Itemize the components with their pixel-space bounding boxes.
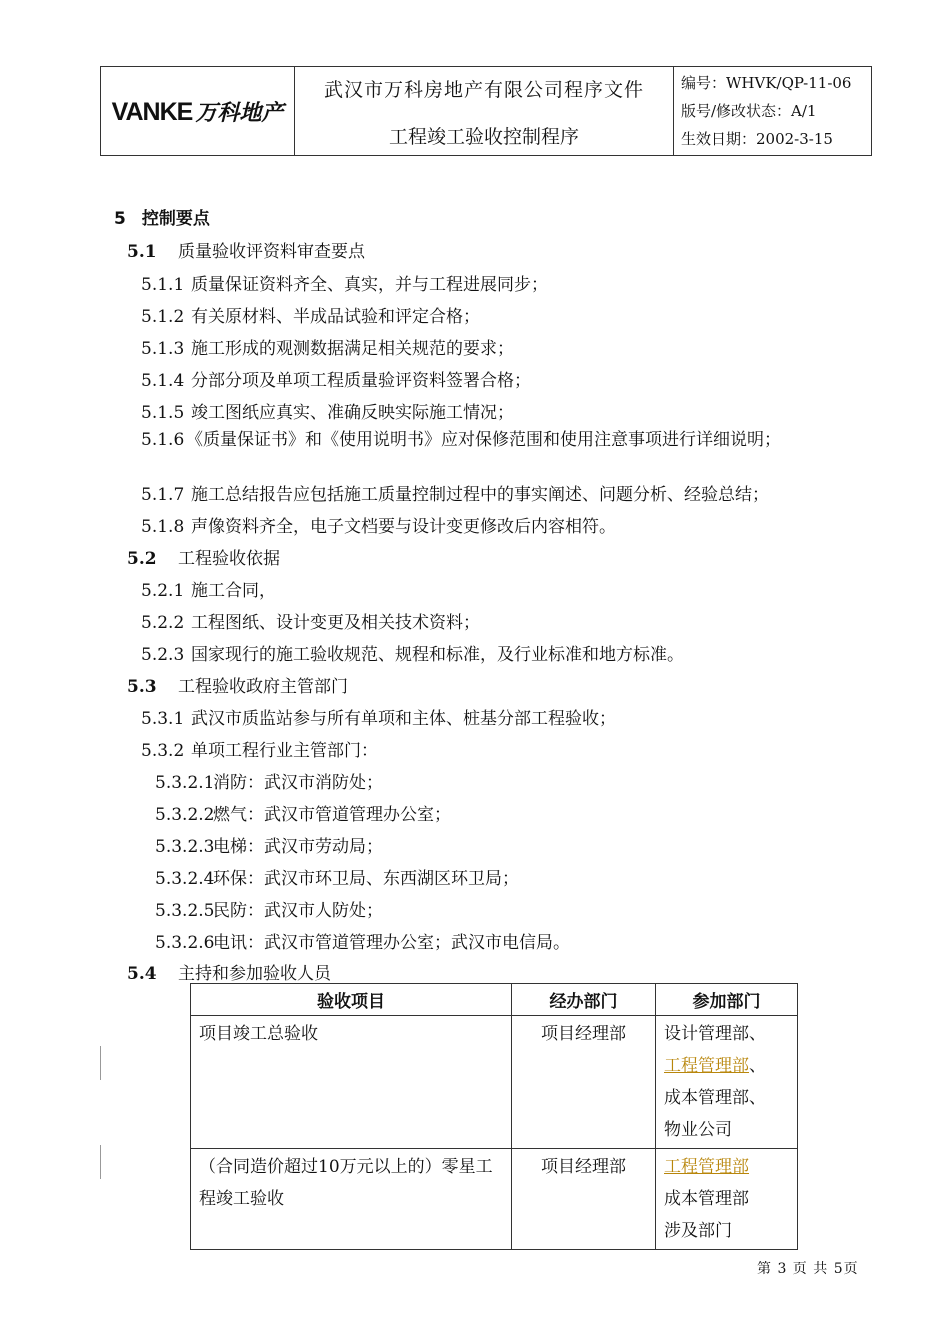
section-title: 控制要点 [141,209,210,229]
participant-line [664,1151,789,1183]
list-item [141,334,514,359]
table-row [191,1149,798,1250]
separator: 、 [749,1056,766,1076]
procedure-title: 工程竣工验收控制程序 [388,126,579,148]
list-item [141,425,781,450]
item-text: 电梯：武汉市劳动局； [213,837,383,857]
item-text: 分部分项及单项工程质量验评资料签署合格； [191,371,531,391]
list-item [141,302,480,327]
document-header [100,66,872,156]
doc-date: 生效日期：2002-3-15 [681,130,833,148]
list-item [141,512,616,537]
item-number: 5.1.2 [141,307,185,327]
subsection-title: 工程验收政府主管部门 [178,677,348,697]
logo-en: VANKE [111,97,193,126]
item-text: 国家现行的施工验收规范、规程和标准，及行业标准和地方标准。 [191,645,684,665]
item-text: 单项工程行业主管部门： [191,741,378,761]
meta-cell [674,67,872,156]
item-number: 5.3.2.5 [155,901,215,921]
item-text: 工程图纸、设计变更及相关技术资料； [191,613,480,633]
section-number: 5 [114,209,126,229]
item-text: 武汉市质监站参与所有单项和主体、桩基分部工程验收； [191,709,616,729]
item-text: 施工合同， [191,581,276,601]
item-text: 施工形成的观测数据满足相关规范的要求； [191,339,514,359]
subsection-number: 5.1 [127,242,157,262]
item-number: 5.3.2.2 [155,805,215,825]
subsection-number: 5.4 [127,964,157,984]
participants-cell [656,1149,798,1250]
sub-list-item [155,864,519,889]
item-text: 质量保证资料齐全、真实，并与工程进展同步； [191,275,548,295]
item-number: 5.1.8 [141,517,185,537]
item-number: 5.3.2.1 [155,773,215,793]
doc-code: 编号：WHVK/QP-11-06 [681,74,852,92]
item-number: 5.3.2.4 [155,869,215,889]
sub-list-item [155,832,383,857]
list-item [141,608,480,633]
item-number: 5.2.3 [141,645,185,665]
sub-list-item [155,768,383,793]
subsection-heading [127,672,348,697]
sub-list-item [155,896,383,921]
item-number: 5.1.3 [141,339,185,359]
item-number: 5.1.4 [141,371,185,391]
subsection-heading [127,237,365,262]
participant: 涉及部门 [664,1221,732,1241]
list-item [141,576,276,601]
item-number: 5.3.2.6 [155,933,215,953]
item-text: 施工总结报告应包括施工质量控制过程中的事实阐述、问题分析、经验总结； [191,485,769,505]
section-heading [114,204,210,229]
list-item [141,270,548,295]
sub-list-item [155,800,451,825]
participant: 成本管理部、 [664,1088,766,1108]
dept-cell: 项目经理部 [512,1016,656,1149]
item-number: 5.1.6 [141,430,185,450]
item-number: 5.3.2 [141,741,185,761]
acceptance-table [190,983,798,1250]
list-item [141,736,378,761]
list-item [141,398,514,423]
company-name: 武汉市万科房地产有限公司程序文件 [323,79,644,101]
logo-cn: 万科地产 [195,99,284,125]
item-number: 5.3.2.3 [155,837,215,857]
list-item [141,640,684,665]
participant: 成本管理部 [664,1189,749,1209]
list-item [141,366,531,391]
sub-list-item [155,928,570,953]
column-header: 参加部门 [656,984,798,1016]
item-text: 有关原材料、半成品试验和评定合格； [191,307,480,327]
vanke-logo [112,96,284,127]
item-text: 消防：武汉市消防处； [213,773,383,793]
page-footer: 第 3 页 共 5页 [757,1261,859,1277]
item-number: 5.2.1 [141,581,185,601]
item-text: 声像资料齐全，电子文档要与设计变更修改后内容相符。 [191,517,616,537]
subsection-heading [127,544,280,569]
item-text: 《质量保证书》和《使用说明书》应对保修范围和使用注意事项进行详细说明； [186,430,781,450]
subsection-title: 主持和参加验收人员 [178,964,331,984]
participant: 物业公司 [664,1120,732,1140]
participant-link[interactable]: 工程管理部 [664,1056,749,1076]
subsection-number: 5.3 [127,677,157,697]
item-cell: （合同造价超过10万元以上的）零星工程竣工验收 [191,1149,512,1250]
subsection-number: 5.2 [127,549,157,569]
logo-cell [101,67,295,156]
doc-version: 版号/修改状态：A/1 [681,102,817,120]
item-number: 5.3.1 [141,709,185,729]
table-row [191,1016,798,1149]
item-number: 5.2.2 [141,613,185,633]
revision-bar [100,1145,101,1179]
item-text: 环保：武汉市环卫局、东西湖区环卫局； [213,869,519,889]
subsection-heading [127,959,331,984]
participant-line [664,1050,789,1082]
item-text: 燃气：武汉市管道管理办公室； [213,805,451,825]
subsection-title: 工程验收依据 [178,549,280,569]
title-cell [295,67,674,156]
subsection-title: 质量验收评资料审查要点 [178,242,365,262]
item-cell: 项目竣工总验收 [191,1016,512,1149]
item-text: 竣工图纸应真实、准确反映实际施工情况； [191,403,514,423]
participant-link[interactable]: 工程管理部 [664,1157,749,1177]
item-number: 5.1.7 [141,485,185,505]
participant: 设计管理部、 [664,1024,766,1044]
column-header: 验收项目 [191,984,512,1016]
revision-bar [100,1046,101,1080]
item-number: 5.1.1 [141,275,185,295]
list-item [141,704,616,729]
item-text: 民防：武汉市人防处； [213,901,383,921]
dept-cell: 项目经理部 [512,1149,656,1250]
table-header-row [191,984,798,1016]
item-text: 电讯：武汉市管道管理办公室；武汉市电信局。 [213,933,570,953]
column-header: 经办部门 [512,984,656,1016]
list-item [141,480,769,505]
participants-cell [656,1016,798,1149]
item-number: 5.1.5 [141,403,185,423]
